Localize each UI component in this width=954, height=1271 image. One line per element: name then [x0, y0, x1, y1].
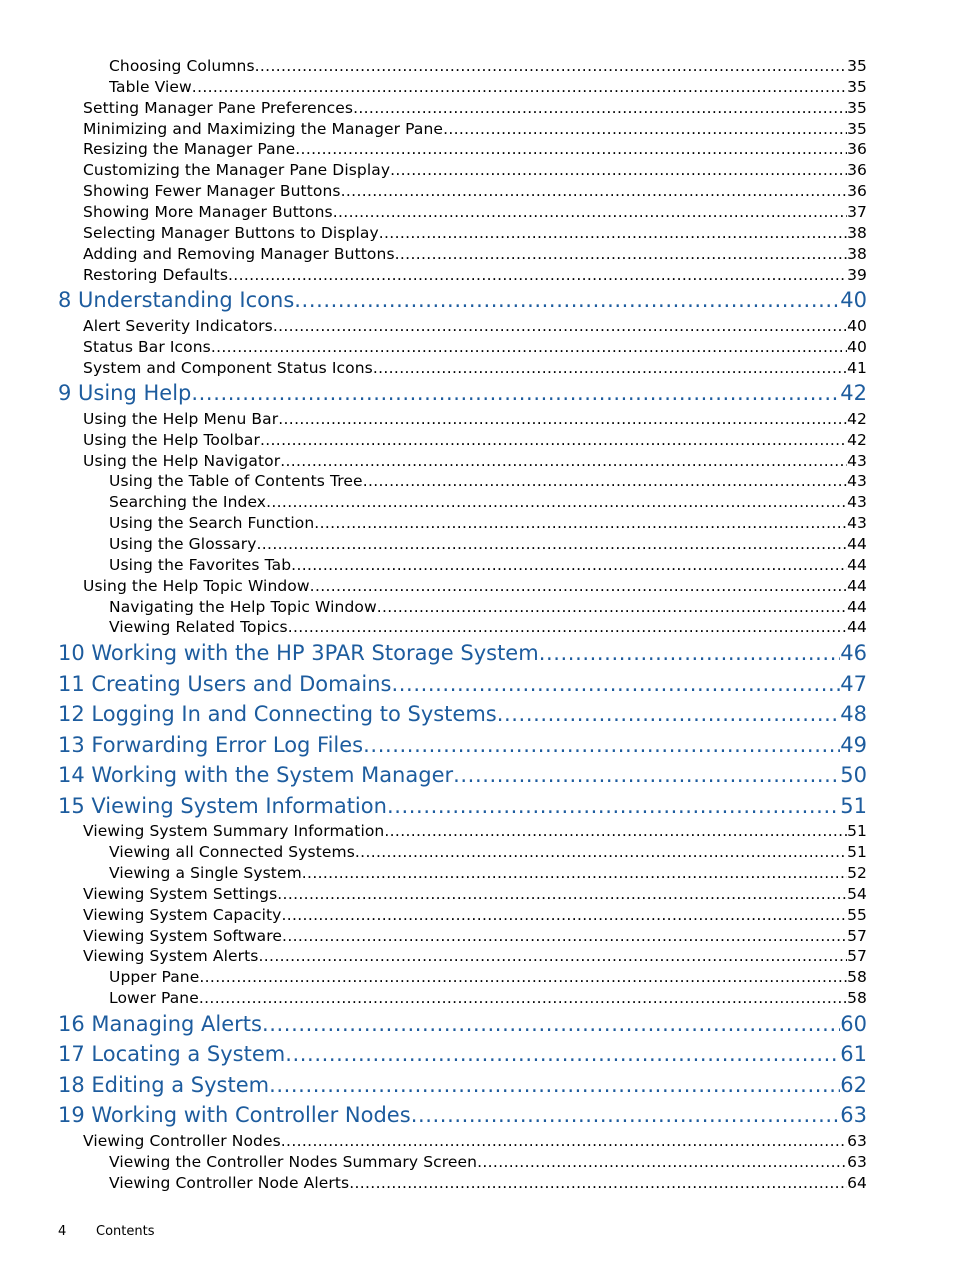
toc-section-entry[interactable] [109, 842, 867, 862]
toc-entry-title: 9 Using Help [58, 381, 192, 406]
toc-section-entry[interactable] [83, 926, 867, 946]
toc-entry-page: 50 [840, 763, 867, 788]
dot-leader [477, 1152, 847, 1172]
dot-leader [390, 160, 847, 180]
toc-entry-title: Using the Help Menu Bar [83, 409, 279, 428]
toc-entry-page: 35 [847, 57, 867, 75]
toc-entry-title: Using the Help Toolbar [83, 430, 260, 449]
toc-chapter-entry[interactable] [58, 640, 867, 666]
toc-entry-title: Using the Table of Contents Tree [109, 472, 363, 491]
toc-entry-title: Choosing Columns [109, 57, 255, 75]
dot-leader [280, 451, 847, 471]
footer-section-label: Contents [96, 1224, 155, 1239]
toc-section-entry[interactable] [109, 967, 867, 987]
dot-leader [379, 223, 847, 243]
toc-entry-title: Using the Search Function [109, 514, 315, 533]
dot-leader [266, 492, 847, 512]
toc-entry-title: Searching the Index [109, 493, 267, 512]
dot-leader [341, 181, 847, 201]
toc-section-entry[interactable] [109, 56, 867, 76]
toc-entry-title: Using the Glossary [109, 535, 257, 553]
footer-page-number: 4 [58, 1224, 67, 1239]
dot-leader [373, 358, 847, 378]
dot-leader [384, 821, 847, 841]
toc-entry-title: Viewing a Single System [109, 863, 302, 882]
toc-entry-title: System and Component Status Icons [83, 358, 373, 377]
dot-leader [262, 1011, 840, 1037]
toc-section-entry[interactable] [83, 358, 867, 378]
toc-section-entry[interactable] [83, 576, 867, 596]
toc-entry-page: 38 [847, 223, 867, 242]
dot-leader [333, 202, 847, 222]
toc-entry-page: 37 [847, 202, 867, 221]
toc-entry-title: Viewing Controller Node Alerts [109, 1173, 350, 1192]
toc-section-entry[interactable] [83, 821, 867, 841]
toc-section-entry[interactable] [83, 884, 867, 904]
toc-entry-title: 11 Creating Users and Domains [58, 671, 392, 696]
toc-entry-title: Viewing System Capacity [83, 905, 282, 924]
toc-entry-title: Viewing Controller Nodes [83, 1131, 281, 1150]
toc-chapter-entry[interactable] [58, 701, 867, 727]
toc-entry-title: Restoring Defaults [83, 265, 229, 284]
toc-entry-title: Setting Manager Pane Preferences [83, 98, 354, 117]
dot-leader [314, 513, 847, 533]
toc-entry-page: 36 [847, 161, 867, 180]
toc-section-entry[interactable] [109, 555, 867, 575]
dot-leader [295, 139, 847, 159]
toc-entry-page: 42 [840, 381, 867, 406]
toc-chapter-entry[interactable] [58, 1072, 867, 1098]
toc-entry-title: Table View [109, 77, 192, 96]
toc-entry-page: 49 [840, 732, 867, 757]
dot-leader [281, 1131, 847, 1151]
toc-section-entry[interactable] [83, 1131, 867, 1151]
toc-entry-title: Alert Severity Indicators [83, 316, 273, 335]
toc-section-entry[interactable] [109, 863, 867, 883]
dot-leader [363, 732, 840, 758]
toc-entry-page: 35 [847, 77, 867, 96]
toc-entry-title: Status Bar Icons [83, 337, 211, 356]
toc-entry-title: Viewing the Controller Nodes Summary Screen [109, 1152, 478, 1171]
toc-entry-page: 40 [840, 288, 867, 313]
dot-leader [228, 265, 847, 285]
toc-entry-title: Viewing all Connected Systems [109, 843, 355, 862]
toc-entry-title: Viewing Related Topics [109, 618, 288, 637]
toc-entry-page: 62 [840, 1072, 867, 1097]
dot-leader [285, 1041, 840, 1067]
toc-entry-title: 15 Viewing System Information [58, 793, 387, 818]
toc-section-entry[interactable] [109, 471, 867, 491]
dot-leader [273, 316, 847, 336]
toc-entry-title: Upper Pane [109, 968, 200, 987]
toc-entry-page: 43 [847, 514, 867, 533]
dot-leader [281, 905, 847, 925]
toc-entry-title: 18 Editing a System [58, 1072, 270, 1097]
toc-entry-page: 35 [847, 98, 867, 117]
toc-entry-page: 46 [840, 641, 867, 666]
dot-leader [256, 534, 847, 554]
toc-section-entry[interactable] [83, 244, 867, 264]
toc-section-entry[interactable] [83, 139, 867, 159]
toc-entry-title: Navigating the Help Topic Window [109, 597, 377, 616]
toc-section-entry[interactable] [83, 181, 867, 201]
toc-entry-page: 51 [847, 822, 867, 841]
toc-section-entry[interactable] [109, 1152, 867, 1172]
toc-entry-title: Using the Favorites Tab [109, 555, 292, 574]
toc-section-entry[interactable] [83, 337, 867, 357]
toc-entry-title: Customizing the Manager Pane Display [83, 161, 391, 180]
dot-leader [353, 98, 847, 118]
toc-section-entry[interactable] [109, 77, 867, 97]
toc-chapter-entry[interactable] [58, 1041, 867, 1067]
toc-section-entry[interactable] [83, 451, 867, 471]
dot-leader [355, 842, 847, 862]
dot-leader [302, 863, 847, 883]
toc-section-entry[interactable] [109, 617, 867, 637]
toc-entry-title: Viewing System Alerts [83, 947, 259, 966]
toc-chapter-entry[interactable] [58, 287, 867, 313]
toc-entry-title: Using the Help Navigator [83, 451, 281, 470]
toc-section-entry[interactable] [83, 316, 867, 336]
toc-section-entry[interactable] [83, 98, 867, 118]
dot-leader [395, 244, 847, 264]
toc-entry-page: 51 [847, 843, 867, 862]
toc-entry-page: 51 [840, 793, 867, 818]
toc-entry-page: 43 [847, 472, 867, 491]
toc-entry-page: 39 [847, 265, 867, 284]
toc-entry-title: Using the Help Topic Window [83, 576, 310, 595]
toc-section-entry[interactable] [83, 905, 867, 925]
toc-section-entry[interactable] [109, 988, 867, 1008]
toc-entry-title: Showing Fewer Manager Buttons [83, 182, 341, 201]
toc-section-entry[interactable] [83, 223, 867, 243]
dot-leader [377, 597, 847, 617]
dot-leader [539, 640, 841, 666]
toc-entry-title: 16 Managing Alerts [58, 1011, 262, 1036]
toc-entry-page: 57 [847, 926, 867, 945]
toc-entry-title: Selecting Manager Buttons to Display [83, 223, 379, 242]
toc-entry-page: 64 [847, 1173, 867, 1192]
toc-entry-page: 63 [847, 1131, 867, 1150]
toc-entry-title: Resizing the Manager Pane [83, 140, 296, 159]
toc-section-entry[interactable] [109, 534, 867, 554]
dot-leader [443, 119, 847, 139]
toc-entry-page: 55 [847, 905, 867, 924]
toc-entry-page: 63 [847, 1152, 867, 1171]
dot-leader [269, 1072, 840, 1098]
toc-entry-page: 52 [847, 863, 867, 882]
toc-chapter-entry[interactable] [58, 732, 867, 758]
toc-entry-page: 36 [847, 182, 867, 201]
toc-entry-page: 42 [847, 409, 867, 428]
toc-entry-page: 47 [840, 671, 867, 696]
toc-entry-page: 41 [847, 358, 867, 377]
toc-section-entry[interactable] [109, 492, 867, 512]
toc-entry-page: 44 [847, 555, 867, 574]
page-footer [58, 1222, 154, 1242]
dot-leader [310, 576, 847, 596]
toc-entry-title: 10 Working with the HP 3PAR Storage System [58, 641, 539, 666]
dot-leader [282, 926, 847, 946]
toc-section-entry[interactable] [83, 946, 867, 966]
dot-leader [411, 1102, 841, 1128]
dot-leader [199, 988, 847, 1008]
toc-chapter-entry[interactable] [58, 762, 867, 788]
toc-entry-title: Showing More Manager Buttons [83, 202, 333, 221]
toc-entry-title: Minimizing and Maximizing the Manager Pane [83, 119, 444, 138]
toc-section-entry[interactable] [83, 119, 867, 139]
toc-section-entry[interactable] [83, 160, 867, 180]
toc-entry-page: 35 [847, 119, 867, 138]
toc-entry-page: 36 [847, 140, 867, 159]
toc-entry-page: 54 [847, 884, 867, 903]
toc-entry-page: 43 [847, 451, 867, 470]
toc-chapter-entry[interactable] [58, 793, 867, 819]
toc-entry-title: Lower Pane [109, 989, 199, 1008]
dot-leader [260, 430, 847, 450]
dot-leader [255, 56, 847, 76]
dot-leader [191, 380, 840, 406]
dot-leader [277, 884, 847, 904]
toc-chapter-entry[interactable] [58, 1102, 867, 1128]
toc-entry-page: 44 [847, 576, 867, 595]
dot-leader [288, 617, 847, 637]
toc-entry-page: 63 [840, 1103, 867, 1128]
dot-leader [291, 555, 847, 575]
dot-leader [453, 762, 840, 788]
toc-entry-title: Viewing System Software [83, 926, 283, 945]
toc-entry-page: 40 [847, 316, 867, 335]
toc-entry-page: 44 [847, 618, 867, 637]
toc-entry-page: 61 [840, 1042, 867, 1067]
toc-entry-title: 14 Working with the System Manager [58, 763, 454, 788]
toc-section-entry[interactable] [83, 265, 867, 285]
toc-entry-title: Adding and Removing Manager Buttons [83, 244, 395, 263]
dot-leader [258, 946, 847, 966]
toc-chapter-entry[interactable] [58, 671, 867, 697]
toc-entry-title: Viewing System Settings [83, 884, 278, 903]
toc-entry-title: 17 Locating a System [58, 1042, 286, 1067]
toc-chapter-entry[interactable] [58, 1011, 867, 1037]
toc-entry-title: 19 Working with Controller Nodes [58, 1103, 411, 1128]
toc-section-entry[interactable] [109, 513, 867, 533]
toc-section-entry[interactable] [109, 597, 867, 617]
toc-entry-page: 57 [847, 947, 867, 966]
toc-entry-title: Viewing System Summary Information [83, 822, 385, 841]
dot-leader [387, 793, 840, 819]
dot-leader [392, 671, 841, 697]
toc-section-entry[interactable] [83, 409, 867, 429]
toc-entry-page: 38 [847, 244, 867, 263]
toc-entry-page: 60 [840, 1011, 867, 1036]
dot-leader [278, 409, 847, 429]
dot-leader [192, 77, 847, 97]
toc-entry-title: 13 Forwarding Error Log Files [58, 732, 364, 757]
toc-chapter-entry[interactable] [58, 380, 867, 406]
toc-section-entry[interactable] [109, 1173, 867, 1193]
dot-leader [497, 701, 841, 727]
toc-entry-title: 8 Understanding Icons [58, 288, 295, 313]
toc-entry-page: 48 [840, 702, 867, 727]
dot-leader [211, 337, 847, 357]
dot-leader [199, 967, 847, 987]
toc-entry-page: 43 [847, 493, 867, 512]
toc-entry-page: 44 [847, 597, 867, 616]
toc-entry-page: 58 [847, 968, 867, 987]
toc-section-entry[interactable] [83, 202, 867, 222]
dot-leader [294, 287, 840, 313]
toc-entry-page: 42 [847, 430, 867, 449]
toc-entry-page: 44 [847, 535, 867, 553]
toc-entry-page: 58 [847, 989, 867, 1008]
toc-entry-title: 12 Logging In and Connecting to Systems [58, 702, 497, 727]
toc-entry-page: 40 [847, 337, 867, 356]
dot-leader [363, 471, 847, 491]
toc-section-entry[interactable] [83, 430, 867, 450]
dot-leader [349, 1173, 847, 1193]
